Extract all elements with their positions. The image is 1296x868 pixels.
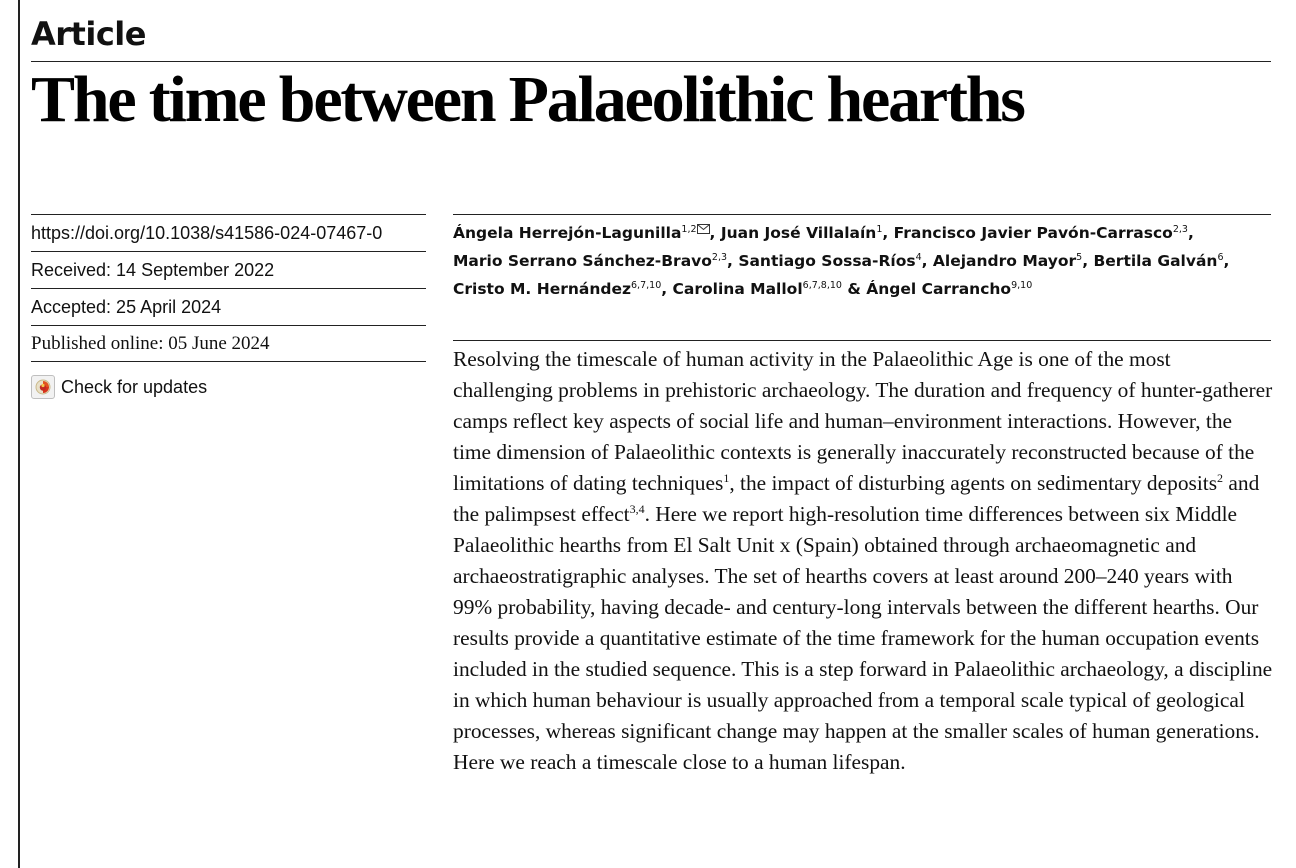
email-icon[interactable] — [697, 224, 710, 234]
author-name[interactable]: Alejandro Mayor — [932, 252, 1077, 270]
author-affiliation: 6,7,8,10 — [802, 280, 842, 291]
reference-link[interactable]: 3,4 — [629, 502, 645, 516]
page-left-rule — [18, 0, 20, 868]
author-affiliation: 9,10 — [1011, 280, 1033, 291]
check-for-updates-link[interactable] — [31, 375, 207, 399]
author-list: Ángela Herrejón-Lagunilla$^{1,2}$ , Juan José Villalaín$^1$, Francisco Javier Pavón-Carrasco$^{2,3}$, Mario Serrano Sánchez-Bravo$^{2,3}$, Santiago Sossa-Ríos$^4$, Alejandro Mayor$^5$, Bertila Galván$^6$, Cristo M. Hernández$^{6,7,10}$, Carolina Mallol$^{6,7,8,10}$ & Ángel Carrancho$^{9,10}$ — [453, 224, 1230, 298]
abstract-segment: , the impact of disturbing agents on sedimentary deposits — [729, 471, 1218, 495]
author-affiliation: 1,2 — [681, 224, 697, 235]
published-date: Published online: 05 June 2024 — [31, 325, 426, 362]
author-affiliation: 1 — [876, 224, 883, 235]
check-updates-label: Check for updates — [61, 376, 208, 397]
reference-link[interactable]: 1 — [723, 471, 730, 485]
author-name[interactable]: Carolina Mallol — [672, 280, 803, 298]
author-affiliation: 6 — [1217, 252, 1224, 263]
author-affiliation: 2,3 — [1172, 224, 1188, 235]
author-name[interactable]: Santiago Sossa-Ríos — [738, 252, 916, 270]
author-name[interactable]: Bertila Galván — [1093, 252, 1218, 270]
abstract-text — [453, 344, 1273, 778]
authors-rule — [453, 214, 1271, 215]
author-affiliation: 6,7,10 — [631, 280, 662, 291]
author-name[interactable]: Ángela Herrejón-Lagunilla — [453, 224, 682, 242]
reference-link[interactable]: 2 — [1217, 471, 1224, 485]
author-affiliation: 5 — [1076, 252, 1083, 263]
article-meta — [31, 214, 426, 362]
author-affiliation: 2,3 — [711, 252, 728, 263]
author-name[interactable]: Mario Serrano Sánchez-Bravo — [453, 252, 712, 270]
doi-link[interactable]: https://doi.org/10.1038/s41586-024-07467-0 — [31, 214, 426, 251]
author-name[interactable]: Juan José Villalaín — [720, 224, 877, 242]
abstract-segment: Resolving the timescale of human activity in the Palaeolithic Age is one of the most challenging problems in prehistoric archaeology. The duration and frequency of hunter-gatherer camps reflect key aspects of social life and human–environment interactions. However, the time dimension of Palaeolithic contexts is generally inaccurately reconstructed because of the limitations of dating techniques — [453, 347, 1273, 495]
check-updates-icon — [31, 375, 55, 399]
article-title: The time between Palaeolithic hearths — [31, 63, 1024, 136]
author-name[interactable]: Ángel Carrancho — [866, 280, 1012, 298]
author-name[interactable]: Cristo M. Hernández — [453, 280, 632, 298]
author-affiliation: 4 — [915, 252, 922, 263]
abstract-rule — [453, 340, 1271, 341]
abstract-segment: and the palimpsest effect — [453, 471, 1260, 526]
author-name[interactable]: Francisco Javier Pavón-Carrasco — [893, 224, 1173, 242]
accepted-date: Accepted: 25 April 2024 — [31, 288, 426, 325]
received-date: Received: 14 September 2022 — [31, 251, 426, 288]
section-label: Article — [31, 15, 146, 53]
abstract-segment: . Here we report high-resolution time differences between six Middle Palaeolithic hearths from El Salt Unit x (Spain) obtained through archaeomagnetic and archaeostratigraphic analyses. The set of hearths covers at least around 200–240 years with 99% probability, having decade- and century-long intervals between the different hearths. Our results provide a quantitative estimate of the time framework for the human occupation events included in the studied sequence. This is a step forward in Palaeolithic archaeology, a discipline in which human behaviour is usually approached from a temporal scale typical of geological processes, whereas significant change may happen at the smaller scales of human generations. Here we reach a timescale close to a human lifespan. — [453, 502, 1273, 774]
